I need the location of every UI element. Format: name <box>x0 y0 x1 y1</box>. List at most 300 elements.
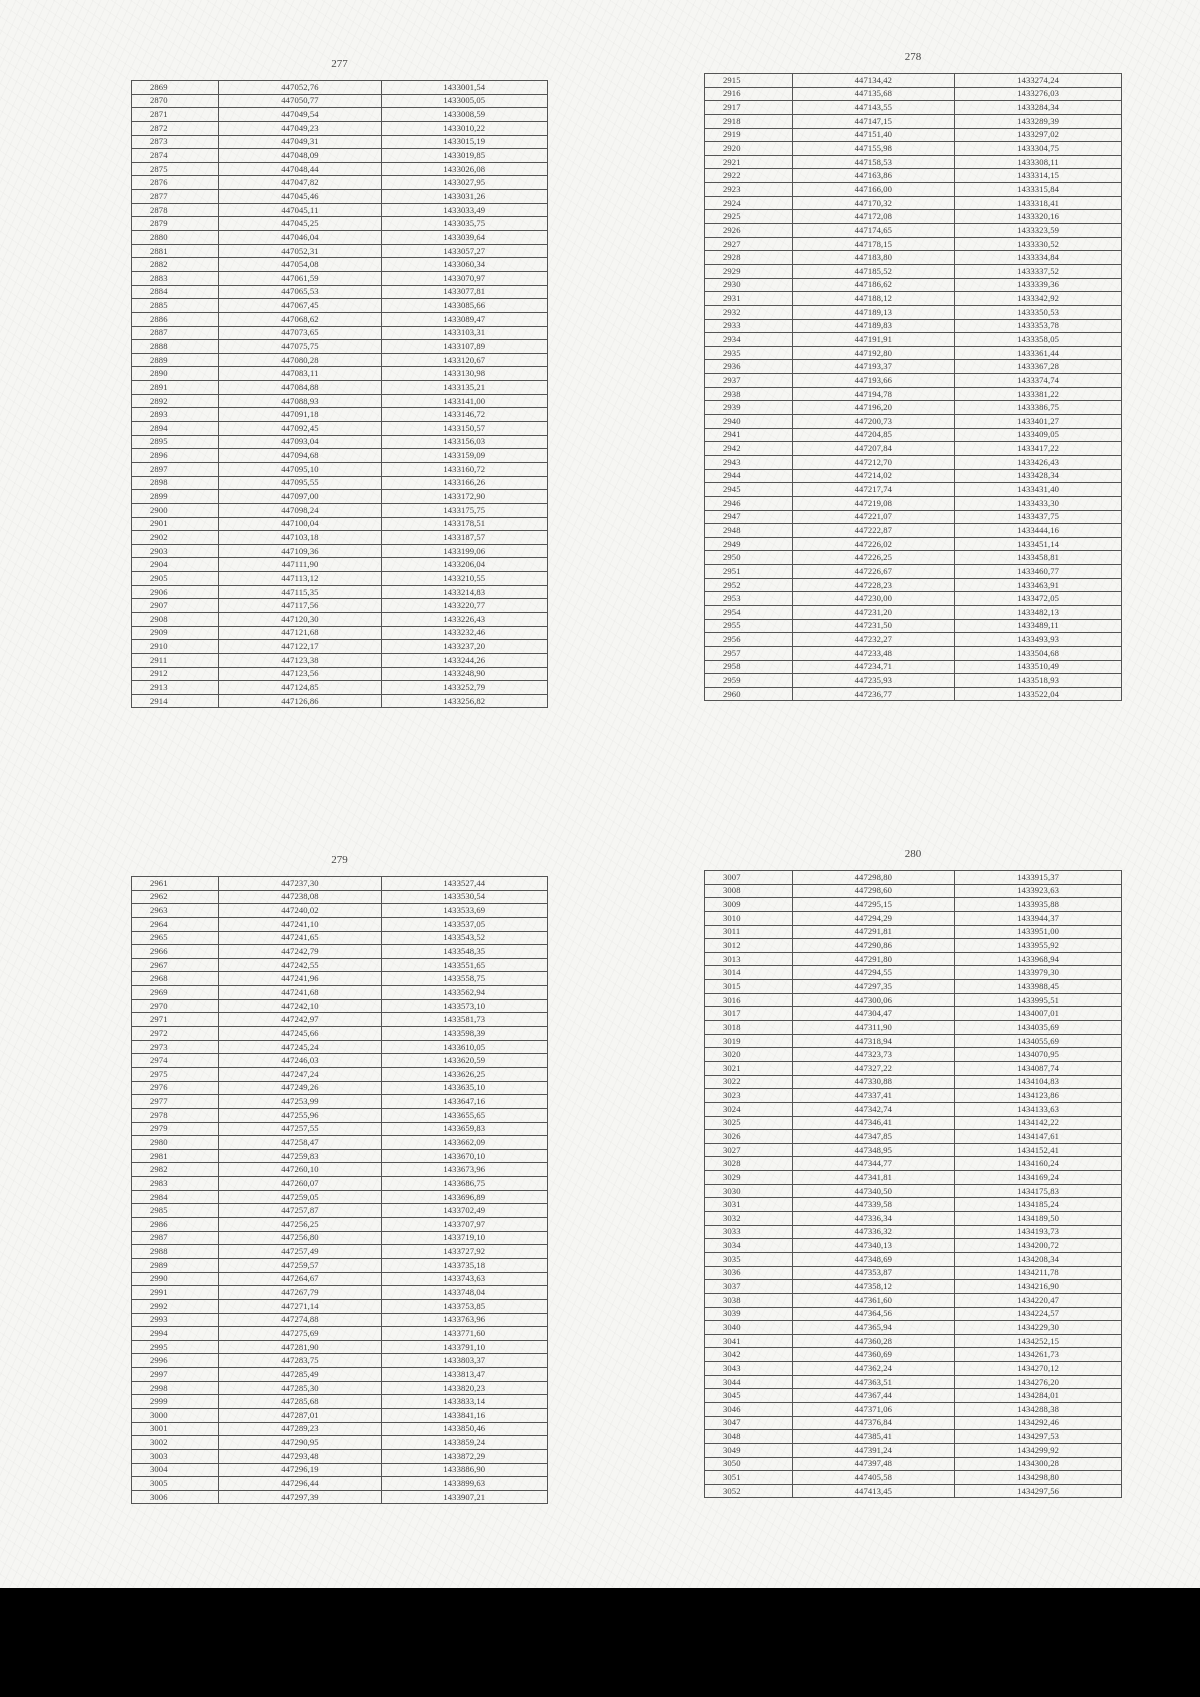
table-row <box>132 917 548 931</box>
point-number-cell: 2940 <box>705 415 793 429</box>
table-row <box>705 114 1122 128</box>
table-row <box>705 1334 1122 1348</box>
y-coordinate-cell: 1433451,14 <box>955 537 1122 551</box>
table-row <box>132 462 548 476</box>
y-coordinate-cell: 1434208,34 <box>955 1252 1122 1266</box>
point-number-cell: 2980 <box>132 1136 219 1150</box>
table-row <box>705 210 1122 224</box>
table-row <box>132 1095 548 1109</box>
table-row <box>132 1436 548 1450</box>
x-coordinate-cell: 447065,53 <box>219 285 381 299</box>
y-coordinate-cell: 1433159,09 <box>381 449 547 463</box>
x-coordinate-cell: 447095,10 <box>219 462 381 476</box>
point-number-cell: 2964 <box>132 917 219 931</box>
x-coordinate-cell: 447212,70 <box>792 455 955 469</box>
x-coordinate-cell: 447120,30 <box>219 612 381 626</box>
y-coordinate-cell: 1433031,26 <box>381 190 547 204</box>
point-number-cell: 2879 <box>132 217 219 231</box>
table-row <box>132 1449 548 1463</box>
y-coordinate-cell: 1433548,35 <box>381 945 547 959</box>
point-number-cell: 2889 <box>132 353 219 367</box>
x-coordinate-cell: 447346,41 <box>792 1116 955 1130</box>
table-row <box>705 346 1122 360</box>
table-row <box>705 1307 1122 1321</box>
table-row <box>705 1375 1122 1389</box>
table-row <box>705 1389 1122 1403</box>
point-number-cell: 3004 <box>132 1463 219 1477</box>
point-number-cell: 2912 <box>132 667 219 681</box>
point-number-cell: 3049 <box>705 1443 793 1457</box>
point-number-cell: 2947 <box>705 510 793 524</box>
y-coordinate-cell: 1433015,19 <box>381 135 547 149</box>
y-coordinate-cell: 1433433,30 <box>955 496 1122 510</box>
point-number-cell: 2896 <box>132 449 219 463</box>
y-coordinate-cell: 1433707,97 <box>381 1218 547 1232</box>
table-row <box>132 435 548 449</box>
y-coordinate-cell: 1433284,34 <box>955 101 1122 115</box>
table-row <box>132 353 548 367</box>
y-coordinate-cell: 1434175,83 <box>955 1184 1122 1198</box>
y-coordinate-cell: 1433955,92 <box>955 939 1122 953</box>
y-coordinate-cell: 1434216,90 <box>955 1280 1122 1294</box>
x-coordinate-cell: 447257,55 <box>219 1122 381 1136</box>
point-number-cell: 2952 <box>705 578 793 592</box>
x-coordinate-cell: 447298,80 <box>792 871 955 885</box>
x-coordinate-cell: 447068,62 <box>219 312 381 326</box>
y-coordinate-cell: 1433886,90 <box>381 1463 547 1477</box>
table-row <box>705 966 1122 980</box>
y-coordinate-cell: 1433315,84 <box>955 183 1122 197</box>
point-number-cell: 2928 <box>705 251 793 265</box>
point-number-cell: 2984 <box>132 1190 219 1204</box>
table-row <box>132 531 548 545</box>
x-coordinate-cell: 447233,48 <box>792 646 955 660</box>
table-row <box>705 442 1122 456</box>
point-number-cell: 2904 <box>132 558 219 572</box>
point-number-cell: 2968 <box>132 972 219 986</box>
point-number-cell: 2958 <box>705 660 793 674</box>
table-row <box>132 585 548 599</box>
table-row <box>132 422 548 436</box>
table-row <box>705 1321 1122 1335</box>
table-row <box>132 1149 548 1163</box>
y-coordinate-cell: 1433323,59 <box>955 224 1122 238</box>
x-coordinate-cell: 447230,00 <box>792 592 955 606</box>
table-row <box>132 285 548 299</box>
point-number-cell: 2970 <box>132 999 219 1013</box>
point-number-cell: 2995 <box>132 1340 219 1354</box>
y-coordinate-cell: 1433237,20 <box>381 640 547 654</box>
page-number: 277 <box>331 58 348 70</box>
y-coordinate-cell: 1433620,59 <box>381 1054 547 1068</box>
point-number-cell: 2870 <box>132 94 219 108</box>
table-row <box>132 1477 548 1491</box>
table-row <box>705 1212 1122 1226</box>
point-number-cell: 2951 <box>705 565 793 579</box>
table-row <box>705 196 1122 210</box>
x-coordinate-cell: 447281,90 <box>219 1340 381 1354</box>
y-coordinate-cell: 1434133,63 <box>955 1102 1122 1116</box>
table-row <box>132 1054 548 1068</box>
x-coordinate-cell: 447237,30 <box>219 877 381 891</box>
x-coordinate-cell: 447290,95 <box>219 1436 381 1450</box>
x-coordinate-cell: 447088,93 <box>219 394 381 408</box>
table-row <box>132 1231 548 1245</box>
table-row <box>132 599 548 613</box>
x-coordinate-cell: 447200,73 <box>792 415 955 429</box>
table-row <box>705 305 1122 319</box>
y-coordinate-cell: 1433035,75 <box>381 217 547 231</box>
table-row <box>132 640 548 654</box>
x-coordinate-cell: 447231,50 <box>792 619 955 633</box>
y-coordinate-cell: 1433199,06 <box>381 544 547 558</box>
table-row <box>132 190 548 204</box>
point-number-cell: 3041 <box>705 1334 793 1348</box>
y-coordinate-cell: 1434229,30 <box>955 1321 1122 1335</box>
y-coordinate-cell: 1434252,15 <box>955 1334 1122 1348</box>
point-number-cell: 2922 <box>705 169 793 183</box>
x-coordinate-cell: 447245,66 <box>219 1027 381 1041</box>
y-coordinate-cell: 1433944,37 <box>955 911 1122 925</box>
point-number-cell: 2981 <box>132 1149 219 1163</box>
point-number-cell: 3038 <box>705 1293 793 1307</box>
point-number-cell: 2976 <box>132 1081 219 1095</box>
page-279 <box>131 854 548 1504</box>
point-number-cell: 2926 <box>705 224 793 238</box>
x-coordinate-cell: 447290,86 <box>792 939 955 953</box>
x-coordinate-cell: 447123,38 <box>219 653 381 667</box>
point-number-cell: 3022 <box>705 1075 793 1089</box>
table-row <box>132 1204 548 1218</box>
table-row <box>132 999 548 1013</box>
point-number-cell: 2972 <box>132 1027 219 1041</box>
x-coordinate-cell: 447391,24 <box>792 1443 955 1457</box>
point-number-cell: 2986 <box>132 1218 219 1232</box>
table-row <box>705 183 1122 197</box>
y-coordinate-cell: 1433120,67 <box>381 353 547 367</box>
x-coordinate-cell: 447267,79 <box>219 1286 381 1300</box>
point-number-cell: 2985 <box>132 1204 219 1218</box>
table-row <box>705 1348 1122 1362</box>
x-coordinate-cell: 447113,12 <box>219 572 381 586</box>
x-coordinate-cell: 447061,59 <box>219 271 381 285</box>
y-coordinate-cell: 1433248,90 <box>381 667 547 681</box>
table-row <box>705 155 1122 169</box>
y-coordinate-cell: 1433337,52 <box>955 264 1122 278</box>
y-coordinate-cell: 1434297,53 <box>955 1430 1122 1444</box>
table-row <box>132 312 548 326</box>
x-coordinate-cell: 447296,19 <box>219 1463 381 1477</box>
x-coordinate-cell: 447045,11 <box>219 203 381 217</box>
point-number-cell: 2982 <box>132 1163 219 1177</box>
coordinates-table <box>704 73 1122 701</box>
table-row <box>705 87 1122 101</box>
x-coordinate-cell: 447217,74 <box>792 483 955 497</box>
point-number-cell: 2892 <box>132 394 219 408</box>
x-coordinate-cell: 447296,44 <box>219 1477 381 1491</box>
page-278 <box>704 51 1122 701</box>
x-coordinate-cell: 447238,08 <box>219 890 381 904</box>
y-coordinate-cell: 1433409,05 <box>955 428 1122 442</box>
point-number-cell: 2876 <box>132 176 219 190</box>
y-coordinate-cell: 1433026,08 <box>381 162 547 176</box>
x-coordinate-cell: 447121,68 <box>219 626 381 640</box>
x-coordinate-cell: 447134,42 <box>792 74 955 88</box>
x-coordinate-cell: 447147,15 <box>792 114 955 128</box>
point-number-cell: 2932 <box>705 305 793 319</box>
point-number-cell: 2962 <box>132 890 219 904</box>
y-coordinate-cell: 1433696,89 <box>381 1190 547 1204</box>
point-number-cell: 2874 <box>132 149 219 163</box>
point-number-cell: 2992 <box>132 1299 219 1313</box>
y-coordinate-cell: 1433175,75 <box>381 503 547 517</box>
point-number-cell: 2975 <box>132 1067 219 1081</box>
point-number-cell: 2924 <box>705 196 793 210</box>
y-coordinate-cell: 1433210,55 <box>381 572 547 586</box>
y-coordinate-cell: 1434300,28 <box>955 1457 1122 1471</box>
x-coordinate-cell: 447049,54 <box>219 108 381 122</box>
y-coordinate-cell: 1433872,29 <box>381 1449 547 1463</box>
point-number-cell: 3008 <box>705 884 793 898</box>
y-coordinate-cell: 1434298,80 <box>955 1471 1122 1485</box>
table-row <box>705 633 1122 647</box>
table-row <box>132 1177 548 1191</box>
x-coordinate-cell: 447219,08 <box>792 496 955 510</box>
point-number-cell: 3029 <box>705 1171 793 1185</box>
y-coordinate-cell: 1434299,92 <box>955 1443 1122 1457</box>
y-coordinate-cell: 1433226,43 <box>381 612 547 626</box>
point-number-cell: 2893 <box>132 408 219 422</box>
table-row <box>705 952 1122 966</box>
x-coordinate-cell: 447330,88 <box>792 1075 955 1089</box>
table-row <box>705 1089 1122 1103</box>
table-row <box>132 271 548 285</box>
x-coordinate-cell: 447123,56 <box>219 667 381 681</box>
y-coordinate-cell: 1434185,24 <box>955 1198 1122 1212</box>
y-coordinate-cell: 1433150,57 <box>381 422 547 436</box>
y-coordinate-cell: 1434292,46 <box>955 1416 1122 1430</box>
table-row <box>132 694 548 708</box>
point-number-cell: 2869 <box>132 81 219 95</box>
table-row <box>705 898 1122 912</box>
x-coordinate-cell: 447100,04 <box>219 517 381 531</box>
x-coordinate-cell: 447256,80 <box>219 1231 381 1245</box>
y-coordinate-cell: 1433276,03 <box>955 87 1122 101</box>
table-row <box>132 986 548 1000</box>
y-coordinate-cell: 1433673,96 <box>381 1163 547 1177</box>
point-number-cell: 2871 <box>132 108 219 122</box>
y-coordinate-cell: 1433178,51 <box>381 517 547 531</box>
y-coordinate-cell: 1434270,12 <box>955 1362 1122 1376</box>
y-coordinate-cell: 1434160,24 <box>955 1157 1122 1171</box>
y-coordinate-cell: 1433803,37 <box>381 1354 547 1368</box>
point-number-cell: 2960 <box>705 687 793 701</box>
page-number: 278 <box>904 51 922 63</box>
point-number-cell: 2998 <box>132 1381 219 1395</box>
x-coordinate-cell: 447214,02 <box>792 469 955 483</box>
x-coordinate-cell: 447050,77 <box>219 94 381 108</box>
point-number-cell: 2953 <box>705 592 793 606</box>
point-number-cell: 2900 <box>132 503 219 517</box>
x-coordinate-cell: 447246,03 <box>219 1054 381 1068</box>
x-coordinate-cell: 447228,23 <box>792 578 955 592</box>
point-number-cell: 3001 <box>132 1422 219 1436</box>
x-coordinate-cell: 447052,76 <box>219 81 381 95</box>
y-coordinate-cell: 1433841,16 <box>381 1408 547 1422</box>
table-row <box>705 1362 1122 1376</box>
y-coordinate-cell: 1434035,69 <box>955 1021 1122 1035</box>
point-number-cell: 3013 <box>705 952 793 966</box>
y-coordinate-cell: 1433850,46 <box>381 1422 547 1436</box>
y-coordinate-cell: 1433533,69 <box>381 904 547 918</box>
point-number-cell: 2997 <box>132 1368 219 1382</box>
table-row <box>705 1198 1122 1212</box>
x-coordinate-cell: 447166,00 <box>792 183 955 197</box>
table-row <box>705 1471 1122 1485</box>
y-coordinate-cell: 1433915,37 <box>955 871 1122 885</box>
table-row <box>132 94 548 108</box>
point-number-cell: 2979 <box>132 1122 219 1136</box>
table-row <box>132 449 548 463</box>
x-coordinate-cell: 447365,94 <box>792 1321 955 1335</box>
x-coordinate-cell: 447092,45 <box>219 422 381 436</box>
y-coordinate-cell: 1433172,90 <box>381 490 547 504</box>
y-coordinate-cell: 1434055,69 <box>955 1034 1122 1048</box>
table-row <box>132 367 548 381</box>
table-row <box>705 415 1122 429</box>
point-number-cell: 3007 <box>705 871 793 885</box>
x-coordinate-cell: 447048,44 <box>219 162 381 176</box>
point-number-cell: 2883 <box>132 271 219 285</box>
y-coordinate-cell: 1433220,77 <box>381 599 547 613</box>
table-row <box>705 278 1122 292</box>
table-row <box>132 1190 548 1204</box>
x-coordinate-cell: 447260,07 <box>219 1177 381 1191</box>
y-coordinate-cell: 1433401,27 <box>955 415 1122 429</box>
y-coordinate-cell: 1433289,39 <box>955 114 1122 128</box>
x-coordinate-cell: 447274,88 <box>219 1313 381 1327</box>
table-row <box>705 483 1122 497</box>
y-coordinate-cell: 1433727,92 <box>381 1245 547 1259</box>
x-coordinate-cell: 447172,08 <box>792 210 955 224</box>
y-coordinate-cell: 1434169,24 <box>955 1171 1122 1185</box>
table-row <box>705 469 1122 483</box>
x-coordinate-cell: 447193,66 <box>792 374 955 388</box>
point-number-cell: 3014 <box>705 966 793 980</box>
y-coordinate-cell: 1433537,05 <box>381 917 547 931</box>
y-coordinate-cell: 1433060,34 <box>381 258 547 272</box>
x-coordinate-cell: 447258,47 <box>219 1136 381 1150</box>
y-coordinate-cell: 1434147,61 <box>955 1130 1122 1144</box>
table-row <box>132 1381 548 1395</box>
page-number: 280 <box>904 848 922 860</box>
point-number-cell: 2965 <box>132 931 219 945</box>
y-coordinate-cell: 1433562,94 <box>381 986 547 1000</box>
x-coordinate-cell: 447045,25 <box>219 217 381 231</box>
x-coordinate-cell: 447342,74 <box>792 1102 955 1116</box>
y-coordinate-cell: 1433662,09 <box>381 1136 547 1150</box>
point-number-cell: 2909 <box>132 626 219 640</box>
y-coordinate-cell: 1433320,16 <box>955 210 1122 224</box>
point-number-cell: 3034 <box>705 1239 793 1253</box>
table-row <box>705 496 1122 510</box>
y-coordinate-cell: 1433647,16 <box>381 1095 547 1109</box>
x-coordinate-cell: 447340,13 <box>792 1239 955 1253</box>
table-row <box>132 135 548 149</box>
point-number-cell: 2934 <box>705 333 793 347</box>
table-row <box>132 394 548 408</box>
x-coordinate-cell: 447255,96 <box>219 1108 381 1122</box>
y-coordinate-cell: 1433995,51 <box>955 993 1122 1007</box>
y-coordinate-cell: 1433141,00 <box>381 394 547 408</box>
table-row <box>705 374 1122 388</box>
y-coordinate-cell: 1433381,22 <box>955 387 1122 401</box>
point-number-cell: 2907 <box>132 599 219 613</box>
table-row <box>705 993 1122 1007</box>
y-coordinate-cell: 1434220,47 <box>955 1293 1122 1307</box>
table-row <box>705 674 1122 688</box>
y-coordinate-cell: 1433635,10 <box>381 1081 547 1095</box>
y-coordinate-cell: 1433458,81 <box>955 551 1122 565</box>
point-number-cell: 2898 <box>132 476 219 490</box>
x-coordinate-cell: 447300,06 <box>792 993 955 1007</box>
y-coordinate-cell: 1433460,77 <box>955 565 1122 579</box>
y-coordinate-cell: 1434070,95 <box>955 1048 1122 1062</box>
y-coordinate-cell: 1433070,97 <box>381 271 547 285</box>
point-number-cell: 2915 <box>705 74 793 88</box>
table-row <box>705 1402 1122 1416</box>
x-coordinate-cell: 447109,36 <box>219 544 381 558</box>
x-coordinate-cell: 447241,65 <box>219 931 381 945</box>
point-number-cell: 3026 <box>705 1130 793 1144</box>
point-number-cell: 3020 <box>705 1048 793 1062</box>
table-row <box>132 1340 548 1354</box>
point-number-cell: 3021 <box>705 1061 793 1075</box>
y-coordinate-cell: 1433353,78 <box>955 319 1122 333</box>
x-coordinate-cell: 447194,78 <box>792 387 955 401</box>
y-coordinate-cell: 1433670,10 <box>381 1149 547 1163</box>
y-coordinate-cell: 1433753,85 <box>381 1299 547 1313</box>
x-coordinate-cell: 447371,06 <box>792 1402 955 1416</box>
x-coordinate-cell: 447291,80 <box>792 952 955 966</box>
table-row <box>705 264 1122 278</box>
table-row <box>132 945 548 959</box>
x-coordinate-cell: 447115,35 <box>219 585 381 599</box>
x-coordinate-cell: 447336,34 <box>792 1212 955 1226</box>
table-row <box>705 142 1122 156</box>
x-coordinate-cell: 447080,28 <box>219 353 381 367</box>
y-coordinate-cell: 1433318,41 <box>955 196 1122 210</box>
point-number-cell: 2878 <box>132 203 219 217</box>
table-row <box>705 333 1122 347</box>
table-row <box>705 251 1122 265</box>
point-number-cell: 3002 <box>132 1436 219 1450</box>
point-number-cell: 2927 <box>705 237 793 251</box>
y-coordinate-cell: 1433374,74 <box>955 374 1122 388</box>
table-row <box>132 1408 548 1422</box>
point-number-cell: 2890 <box>132 367 219 381</box>
y-coordinate-cell: 1433057,27 <box>381 244 547 258</box>
x-coordinate-cell: 447226,25 <box>792 551 955 565</box>
table-row <box>705 224 1122 238</box>
table-row <box>132 1490 548 1504</box>
y-coordinate-cell: 1433598,39 <box>381 1027 547 1041</box>
point-number-cell: 3048 <box>705 1430 793 1444</box>
x-coordinate-cell: 447413,45 <box>792 1484 955 1498</box>
point-number-cell: 2885 <box>132 299 219 313</box>
x-coordinate-cell: 447232,27 <box>792 633 955 647</box>
x-coordinate-cell: 447234,71 <box>792 660 955 674</box>
